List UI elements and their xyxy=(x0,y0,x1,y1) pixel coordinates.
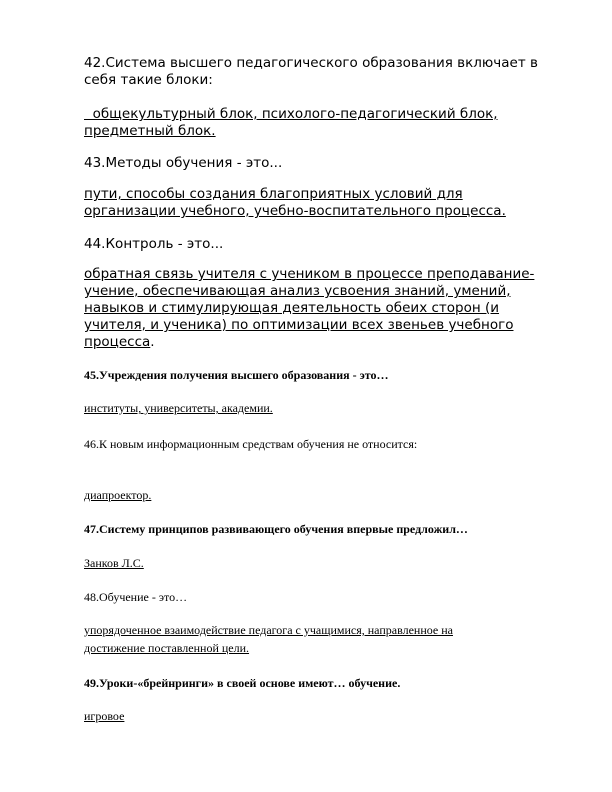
answer-47: Занков Л.С. xyxy=(84,556,144,570)
question-47: 47.Систему принципов развивающего обучения впервые предложил… xyxy=(84,522,468,536)
answer-43: пути, способы создания благоприятных условий для организации учебного, учебно-воспитательного процесса. xyxy=(84,186,506,219)
answer-44: обратная связь учителя с учеником в процессе преподавание- учение, обеспечивающая анализ усвоения знаний, умений, навыков и стимулирующая деятельность обеих сторон (и учителя, и ученика) по оптимизации всех звеньев учебного процесса. xyxy=(84,266,535,350)
question-49: 49.Уроки-«брейнринги» в своей основе имеют… обучение. xyxy=(84,676,401,690)
question-43: 43.Методы обучения - это... xyxy=(84,155,283,171)
question-42: 42.Система высшего педагогического образования включает в себя такие блоки: xyxy=(84,55,538,88)
answer-46: диапроектор. xyxy=(84,488,152,502)
answer-42: общекультурный блок, психолого-педагогический блок, предметный блок. xyxy=(84,106,498,139)
answer-49: игровое xyxy=(84,709,125,723)
question-44: 44.Контроль - это... xyxy=(84,236,224,252)
question-48: 48.Обучение - это… xyxy=(84,590,188,604)
question-45: 45.Учреждения получения высшего образования - это… xyxy=(84,368,389,382)
answer-48: упорядоченное взаимодействие педагога с учащимися, направленное на достижение поставленной цели. xyxy=(84,623,453,655)
answer-45: институты, университеты, академии. xyxy=(84,401,273,415)
question-46: 46.К новым информационным средствам обучения не относится: xyxy=(84,437,418,451)
